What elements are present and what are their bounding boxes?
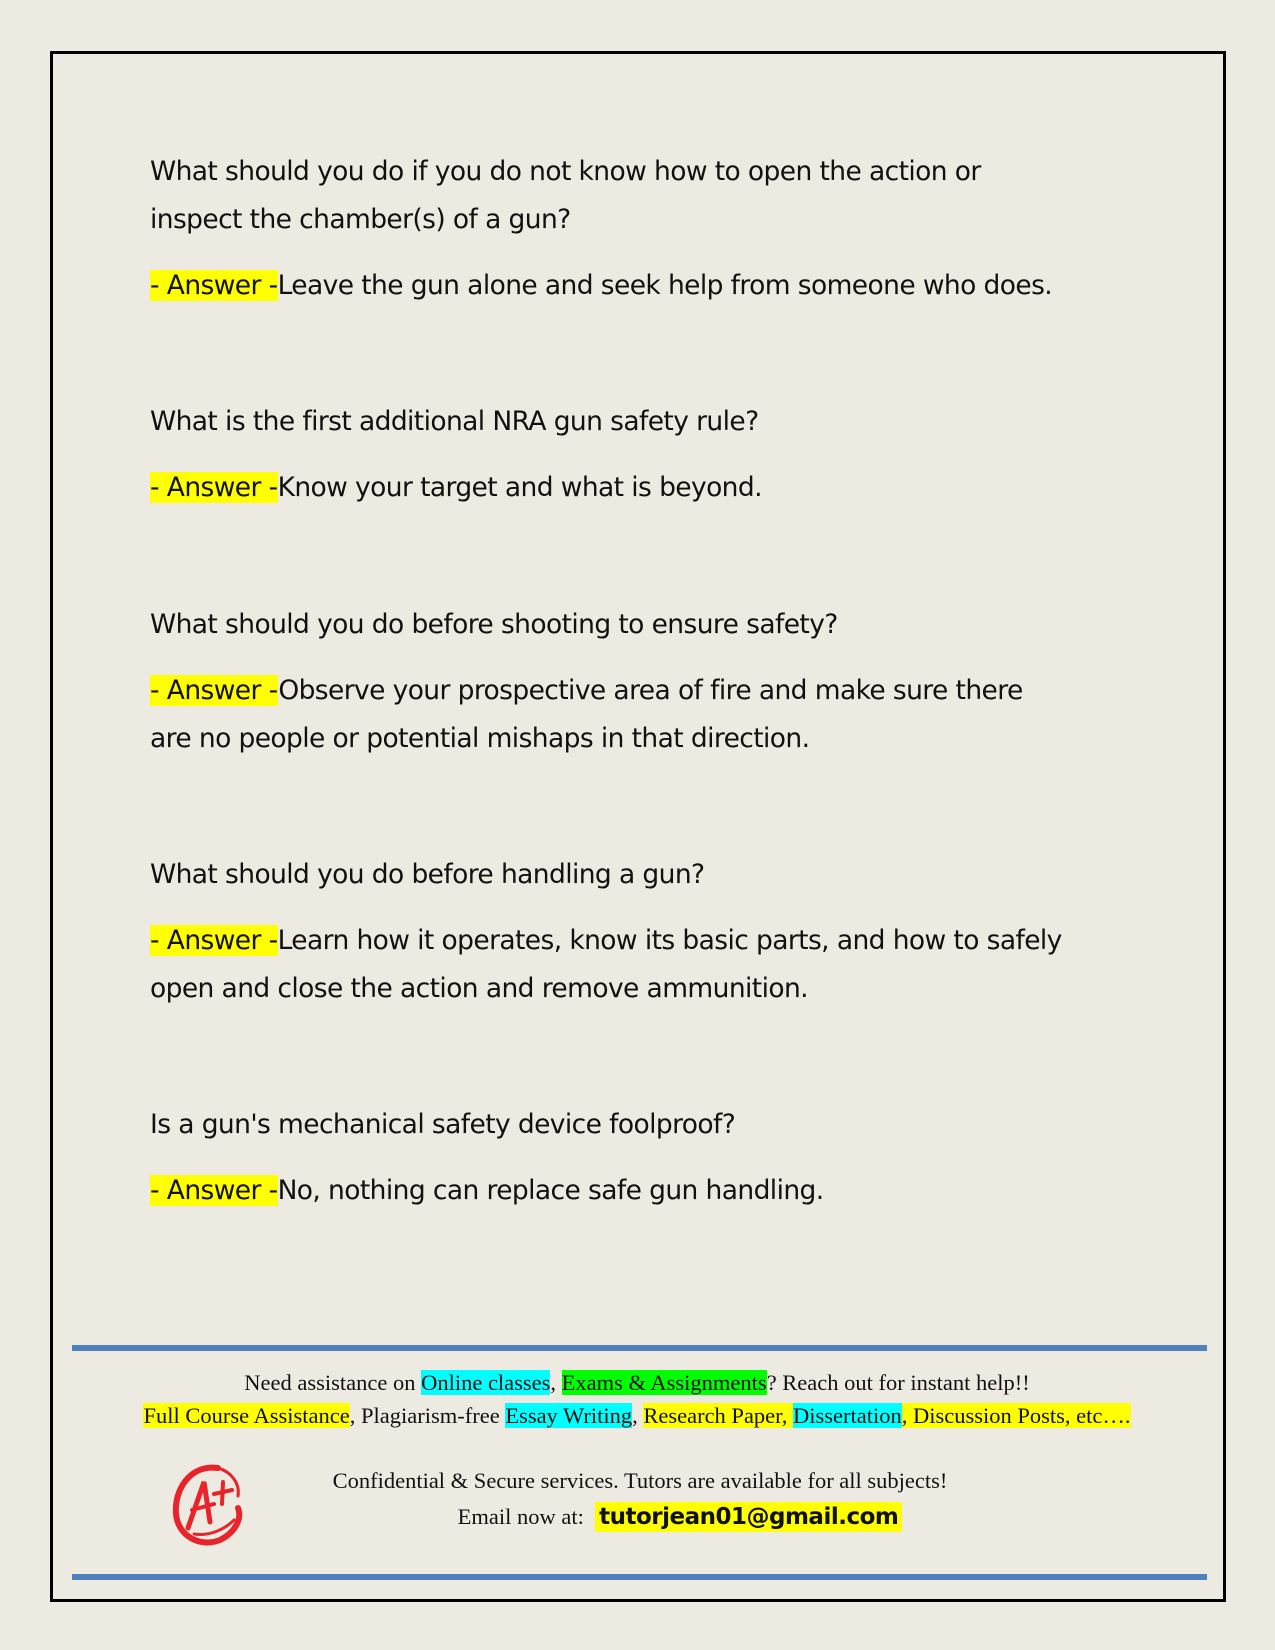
answer: - Answer -Leave the gun alone and seek help from someone who does. (150, 270, 1053, 301)
answer: - Answer -Learn how it operates, know its basic parts, and how to safely open and close the action and remove ammunition. (150, 925, 1062, 1004)
footer-rule-top (72, 1345, 1207, 1351)
answer-label: - Answer - (150, 472, 278, 503)
answer-label: - Answer - (150, 925, 278, 956)
question: What should you do before handling a gun? (150, 859, 705, 890)
answer: - Answer -Observe your prospective area of fire and make sure there are no people or potential mishaps in that direction. (150, 675, 1023, 754)
email-link[interactable]: tutorjean01@gmail.com (595, 1502, 902, 1532)
question: What is the first additional NRA gun safety rule? (150, 406, 759, 437)
qa-item-3 (150, 601, 1140, 763)
qa-item-2 (150, 398, 1140, 512)
answer: - Answer -Know your target and what is beyond. (150, 472, 762, 503)
question: What should you do if you do not know how to open the action or inspect the chamber(s) of a gun? (150, 156, 981, 235)
a-plus-grade-icon (170, 1462, 246, 1548)
qa-item-1 (150, 148, 1140, 310)
footer-rule-bottom (72, 1574, 1207, 1580)
footer-email-row: Email now at: tutorjean01@gmail.com (240, 1500, 1120, 1534)
answer: - Answer -No, nothing can replace safe gun handling. (150, 1175, 824, 1206)
footer-line-1: Need assistance on Online classes, Exams & Assignments? Reach out for instant help!! (244, 1370, 1030, 1395)
qa-item-4 (150, 851, 1140, 1013)
footer-line-2: Full Course Assistance, Plagiarism-free Essay Writing, Research Paper, Dissertation, Discussion Posts, etc…. (143, 1403, 1131, 1428)
answer-label: - Answer - (150, 270, 278, 301)
answer-label: - Answer - (150, 675, 279, 706)
question: What should you do before shooting to ensure safety? (150, 609, 838, 640)
question: Is a gun's mechanical safety device foolproof? (150, 1109, 736, 1140)
qa-item-5 (150, 1101, 1140, 1215)
footer-line-3: Confidential & Secure services. Tutors are available for all subjects! (332, 1468, 948, 1493)
answer-label: - Answer - (150, 1175, 278, 1206)
